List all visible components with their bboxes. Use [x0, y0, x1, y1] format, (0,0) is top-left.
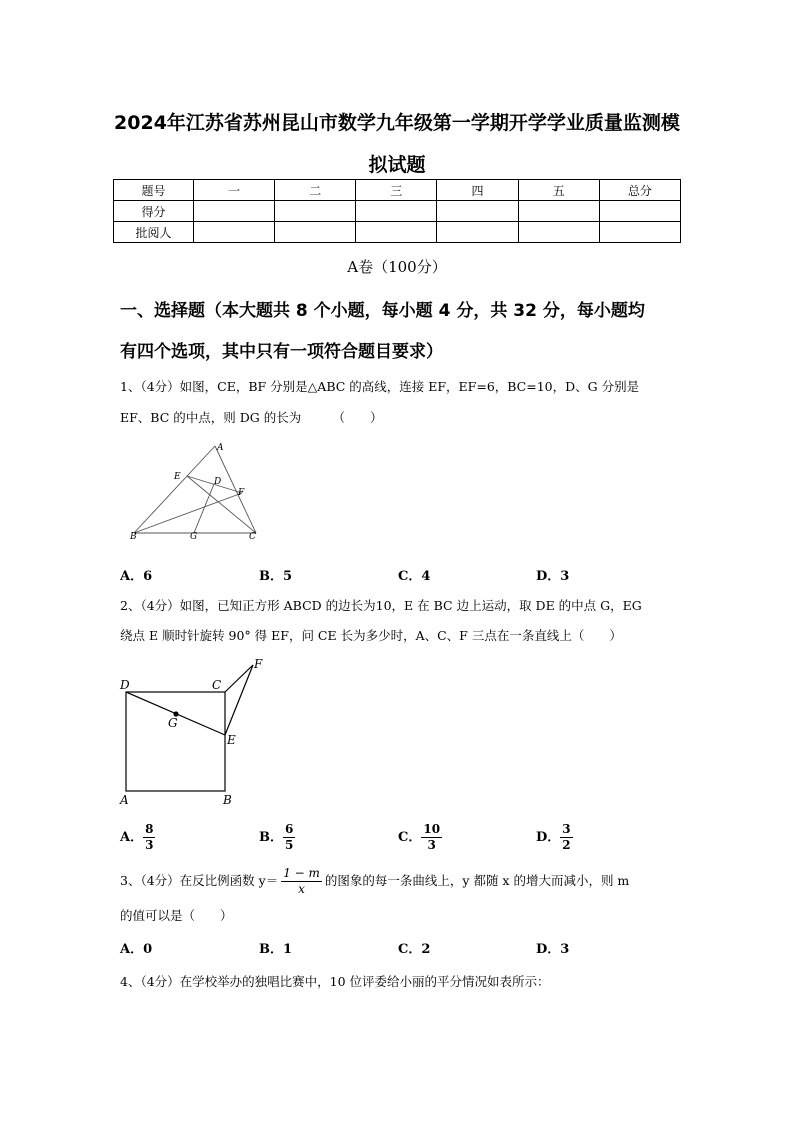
q3-frac-den: x	[298, 882, 305, 896]
table-header-cell: 五	[518, 180, 599, 201]
q1-text-line2: EF、BC 的中点，则 DG 的长为 （ ）	[120, 410, 383, 425]
q2-option-c[interactable]	[398, 822, 442, 853]
reviewer-cell[interactable]	[356, 222, 437, 243]
reviewer-cell[interactable]	[599, 222, 680, 243]
fig1-label-G: G	[190, 532, 198, 542]
score-cell[interactable]	[518, 201, 599, 222]
table-row	[114, 201, 681, 222]
score-table-header-row	[114, 180, 681, 201]
table-header-cell: 二	[275, 180, 356, 201]
fraction-denominator	[281, 882, 322, 897]
score-cell[interactable]	[194, 201, 275, 222]
fig2-label-C: C	[212, 678, 222, 692]
q3-option-c[interactable]: C．2	[398, 942, 431, 957]
q2-option-b-label: B．	[259, 830, 283, 845]
fig2-label-G: G	[168, 716, 178, 730]
q1-option-a[interactable]: A．6	[120, 569, 153, 584]
q2-option-a-label: A．	[120, 830, 144, 845]
q2-option-b[interactable]	[259, 822, 295, 853]
fig2-label-F: F	[254, 657, 263, 671]
fig1-label-F: F	[238, 488, 245, 498]
fig2-label-D: D	[120, 678, 130, 692]
q2-square-figure	[116, 655, 276, 810]
table-row	[114, 222, 681, 243]
q3-suffix: 的图象的每一条曲线上，y 都随 x 的增大而减小，则 m	[324, 873, 630, 888]
fraction-numerator: 3	[562, 822, 571, 836]
q1-option-c[interactable]: C．4	[398, 569, 431, 584]
score-cell[interactable]	[437, 201, 518, 222]
table-header-cell: 三	[356, 180, 437, 201]
q1-option-d[interactable]: D．3	[536, 569, 570, 584]
q2-option-d-label: D．	[536, 830, 561, 845]
q1-triangle-figure	[122, 440, 272, 544]
fraction-denominator: 3	[145, 838, 154, 852]
fig1-label-B: B	[130, 532, 137, 542]
q2-option-b-fraction	[283, 822, 295, 853]
part-one-heading-line1: 一、选择题（本大题共 8 个小题，每小题 4 分，共 32 分，每小题均	[120, 301, 645, 321]
q3-prefix: 3、（4分）在反比例函数 y＝	[120, 873, 279, 888]
reviewer-cell[interactable]	[518, 222, 599, 243]
q2-text-line1: 2、（4分）如图，已知正方形 ABCD 的边长为10，E 在 BC 边上运动，取 DE 的中点 G，EG	[120, 598, 642, 613]
q2-option-d[interactable]	[536, 822, 573, 853]
score-cell[interactable]	[275, 201, 356, 222]
q1-option-b[interactable]: B．5	[259, 569, 293, 584]
reviewer-cell[interactable]	[194, 222, 275, 243]
table-header-cell: 一	[194, 180, 275, 201]
score-cell[interactable]	[356, 201, 437, 222]
fig2-label-E: E	[227, 733, 236, 747]
fig1-label-C: C	[249, 532, 256, 542]
q1-text-line1: 1、（4分）如图，CE，BF 分别是△ABC 的高线，连接 EF，EF=6，BC=10，D、G 分别是	[120, 379, 640, 394]
fraction-numerator: 8	[145, 822, 154, 836]
fig2-label-B: B	[223, 793, 232, 807]
q3-function-fraction	[281, 866, 322, 897]
part-one-heading-line2: 有四个选项，其中只有一项符合题目要求）	[120, 342, 443, 362]
fraction-numerator: 6	[285, 822, 294, 836]
table-header-cell: 题号	[114, 180, 194, 201]
page-title-line1: 2024年江苏省苏州昆山市数学九年级第一学期开学学业质量监测模	[114, 112, 680, 134]
q2-option-c-fraction	[421, 822, 442, 853]
q4-text-line1: 4、（4分）在学校举办的独唱比赛中，10 位评委给小丽的平分情况如表所示：	[120, 974, 550, 989]
fig1-label-E: E	[174, 472, 181, 482]
q3-frac-num: 1 − m	[283, 866, 320, 880]
score-cell[interactable]	[599, 201, 680, 222]
q3-text-line2: 的值可以是（ ）	[120, 908, 233, 923]
fraction-denominator: 3	[427, 838, 436, 852]
q3-option-a[interactable]: A．0	[120, 942, 153, 957]
page-title-line2: 拟试题	[368, 154, 426, 176]
fraction-numerator	[281, 866, 322, 882]
section-a-heading: A卷（100分）	[347, 258, 447, 276]
row-label-reviewer: 批阅人	[114, 222, 194, 243]
fig2-label-A: A	[120, 793, 129, 807]
q2-option-a-fraction	[143, 822, 155, 853]
table-header-cell: 总分	[599, 180, 680, 201]
score-table	[113, 179, 681, 243]
table-header-cell: 四	[437, 180, 518, 201]
q2-option-a[interactable]	[120, 822, 155, 853]
q2-text-line2: 绕点 E 顺时针旋转 90° 得 EF，问 CE 长为多少时，A、C、F 三点在一条直线上（ ）	[120, 628, 622, 643]
fraction-denominator: 2	[562, 838, 571, 852]
fraction-denominator: 5	[285, 838, 294, 852]
q3-option-d[interactable]: D．3	[536, 942, 570, 957]
q3-text-line1	[120, 866, 629, 897]
reviewer-cell[interactable]	[275, 222, 356, 243]
q2-option-c-label: C．	[398, 830, 422, 845]
q2-option-d-fraction	[560, 822, 572, 853]
reviewer-cell[interactable]	[437, 222, 518, 243]
fraction-numerator: 10	[423, 822, 441, 836]
q3-option-b[interactable]: B．1	[259, 942, 293, 957]
fig1-label-D: D	[214, 477, 222, 487]
row-label-score: 得分	[114, 201, 194, 222]
fig1-label-A: A	[217, 443, 224, 453]
